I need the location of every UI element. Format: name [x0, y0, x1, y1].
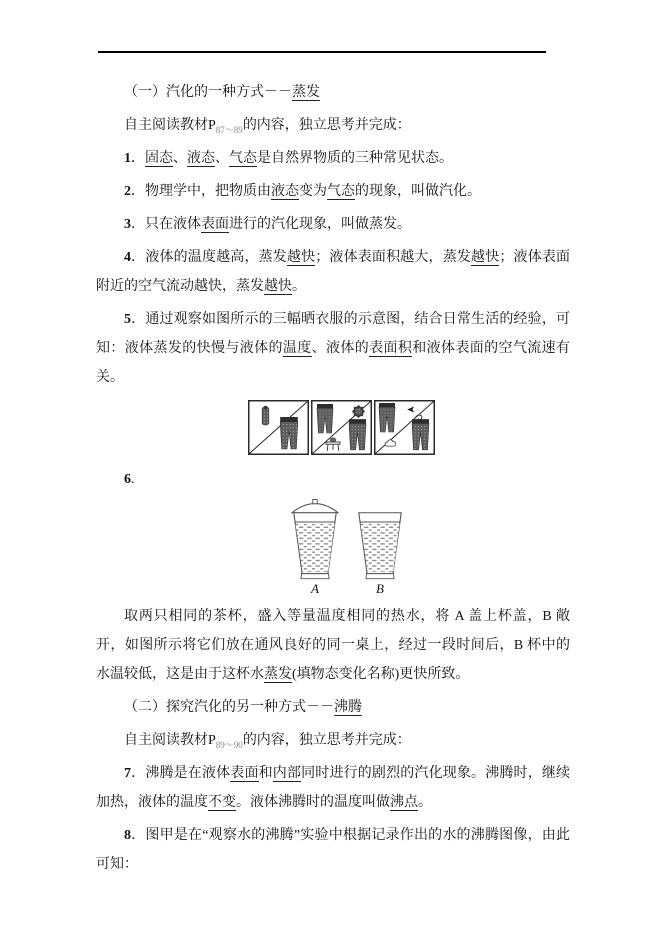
cup-a-label: A	[311, 581, 319, 596]
item-6: 6.	[124, 472, 135, 487]
panel-surface-area-comparison	[248, 400, 309, 455]
cup-b-label: B	[376, 581, 384, 596]
item-8: 8．图甲是在“观察水的沸腾”实验中根据记录作出的水的沸腾图像，由此可知：	[96, 828, 570, 872]
section2-intro: 自主阅读教材$P_{89\sim 90}$的内容，独立思考并完成：	[124, 733, 411, 750]
panel-airflow-comparison	[374, 400, 435, 455]
section1-heading: （一）汽化的一种方式－－蒸发	[124, 85, 320, 100]
item-1: 1．固态、液态、气态是自然界物质的三种常见状态。	[124, 151, 453, 166]
item-2: 2．物理学中，把物质由液态变为气态的现象，叫做汽化。	[124, 184, 481, 199]
item-3: 3．只在液体表面进行的汽化现象，叫做蒸发。	[124, 217, 411, 232]
section2-heading: （二）探究汽化的另一种方式－－沸腾	[124, 700, 362, 715]
open-cup-icon	[355, 498, 405, 581]
item-5: 5．通过观察如图所示的三幅晒衣服的示意图，结合日常生活的经验，可知：液体蒸发的快慢与液体的温度、液体的表面积和液体表面的空气流速有关。	[96, 312, 570, 385]
section1-intro: 自主阅读教材$P_{87\sim 89}$的内容，独立思考并完成：	[124, 118, 411, 135]
sun-icon	[352, 405, 365, 418]
panel-temperature-comparison	[311, 400, 372, 455]
item-4: 4．液体的温度越高，蒸发越快；液体表面积越大，蒸发越快；液体表面附近的空气流动越快，蒸发越快。	[96, 250, 571, 294]
cups-figure	[290, 498, 570, 596]
covered-cup-icon	[290, 498, 340, 581]
bundled-clothes-icon	[262, 406, 269, 425]
clothes-drying-figure	[248, 400, 570, 455]
item-7: 7．沸腾是在液体表面和内部同时进行的剧烈的汽化现象。沸腾时，继续加热，液体的温度不变。液体沸腾时的温度叫做沸点。	[96, 766, 571, 810]
cup-experiment-paragraph: 取两只相同的茶杯，盛入等量温度相同的热水，将 A 盖上杯盖，B 敞开，如图所示将它们放在通风良好的同一桌上，经过一段时间后，B 杯中的水温较低，这是由于这杯水蒸发(填物态变化名称)更快所致。	[96, 609, 570, 682]
top-divider	[98, 51, 546, 53]
